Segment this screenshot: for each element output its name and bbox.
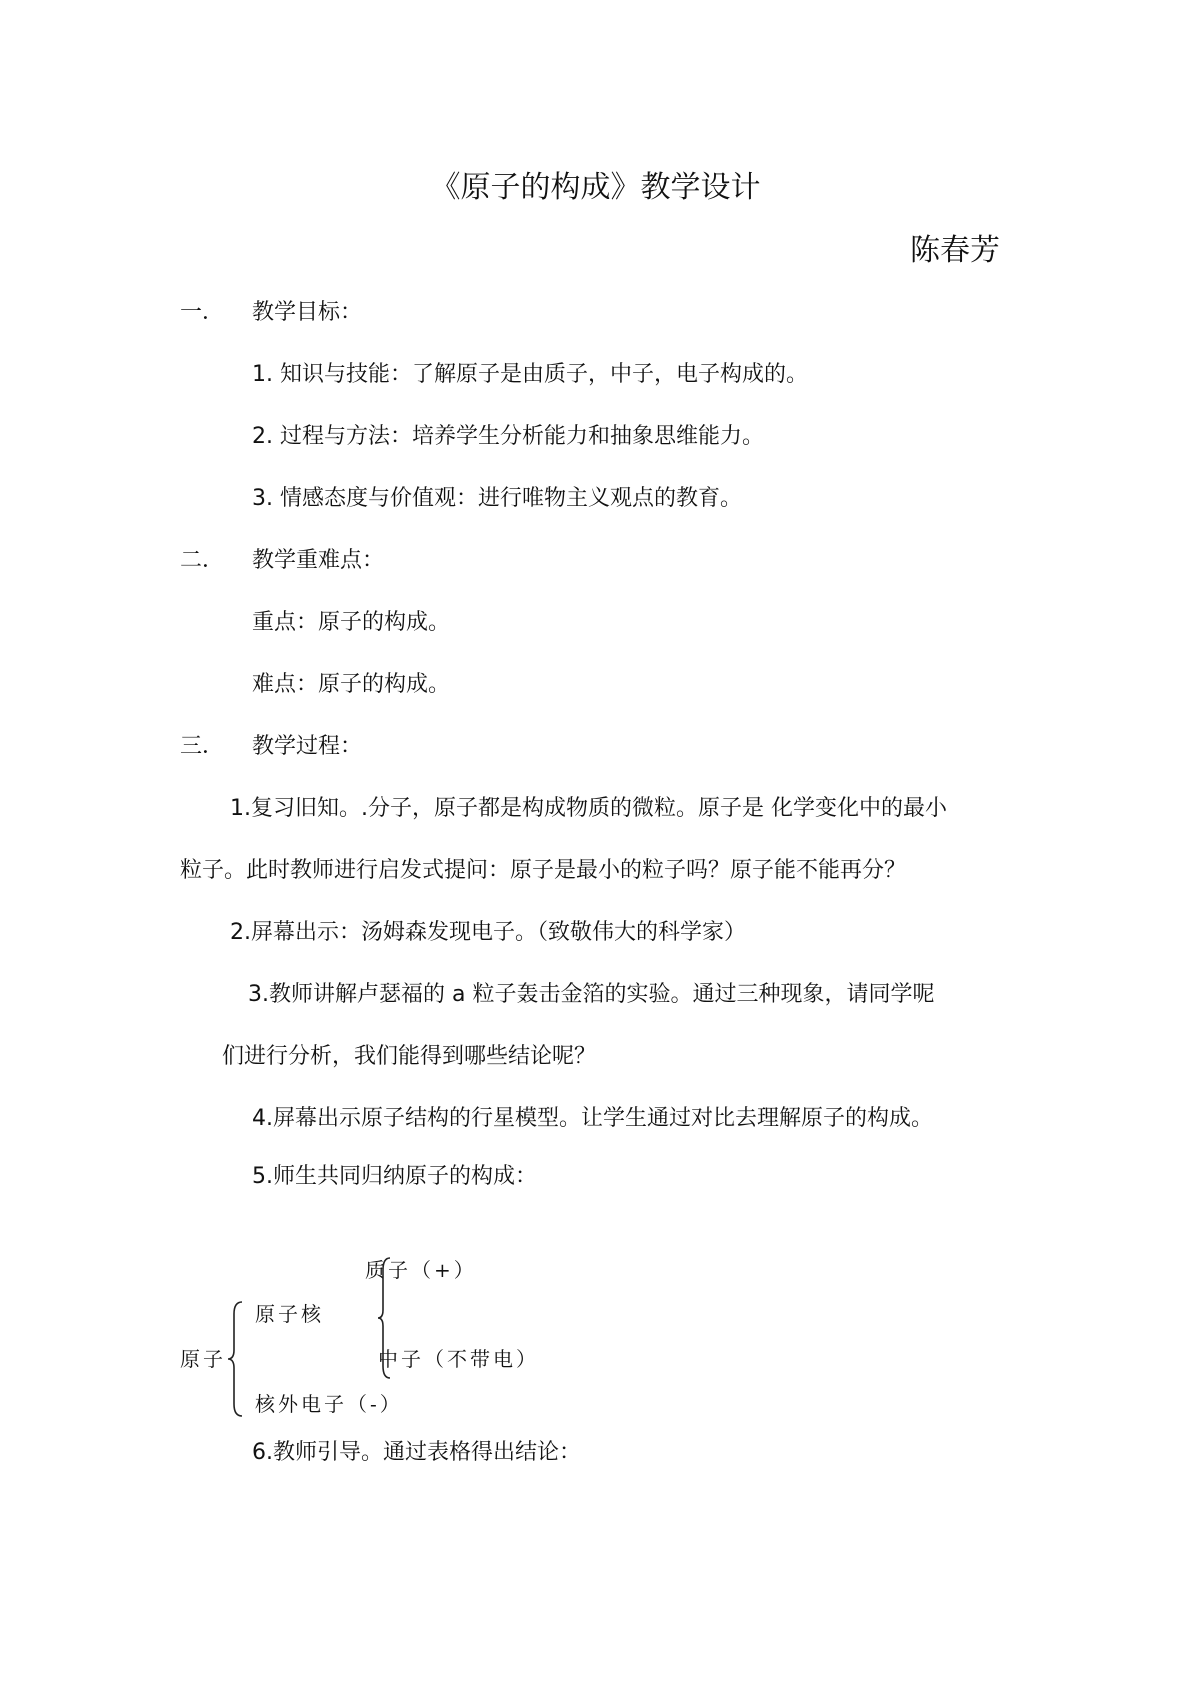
section-2-number: 二． (180, 548, 225, 573)
process-step-2: 2.屏幕出示：汤姆森发现电子。（致敬伟大的科学家） (230, 920, 746, 945)
objective-1: 1. 知识与技能：了解原子是由质子，中子，电子构成的。 (252, 362, 808, 387)
diagram-proton: 质子（+） (365, 1258, 477, 1282)
nucleus-brace-icon (376, 1256, 400, 1380)
section-1-number: 一． (180, 300, 225, 325)
section-2-heading: 教学重难点： (252, 548, 385, 573)
key-point-difficulty: 难点：原子的构成。 (252, 672, 451, 697)
section-1-heading: 教学目标： (252, 300, 363, 325)
section-3-heading: 教学过程： (252, 734, 363, 759)
diagram-neutron: 中子（不带电） (378, 1347, 539, 1371)
document-title: 《原子的构成》教学设计 (430, 170, 761, 205)
process-step-1-line-2: 粒子。此时教师进行启发式提问：原子是最小的粒子吗？原子能不能再分？ (180, 858, 907, 883)
author-name: 陈春芳 (910, 233, 1000, 268)
atom-brace-icon (226, 1300, 256, 1418)
process-step-1-line-1: 1.复习旧知。.分子，原子都是构成物质的微粒。原子是 化学变化中的最小 (230, 796, 947, 821)
process-step-3-line-1: 3.教师讲解卢瑟福的 a 粒子轰击金箔的实验。通过三种现象，请同学呢 (248, 982, 935, 1007)
diagram-nucleus: 原子核 (255, 1302, 324, 1326)
objective-3: 3. 情感态度与价值观：进行唯物主义观点的教育。 (252, 486, 742, 511)
diagram-atom: 原子 (180, 1347, 226, 1371)
diagram-electron: 核外电子（-） (255, 1392, 403, 1416)
process-step-3-line-2: 们进行分析，我们能得到哪些结论呢？ (222, 1044, 597, 1069)
process-step-4: 4.屏幕出示原子结构的行星模型。让学生通过对比去理解原子的构成。 (252, 1106, 933, 1131)
process-step-5: 5.师生共同归纳原子的构成： (252, 1164, 537, 1189)
key-point-focus: 重点：原子的构成。 (252, 610, 451, 635)
process-step-6: 6.教师引导。通过表格得出结论： (252, 1440, 581, 1465)
section-3-number: 三． (180, 734, 225, 759)
objective-2: 2. 过程与方法：培养学生分析能力和抽象思维能力。 (252, 424, 764, 449)
